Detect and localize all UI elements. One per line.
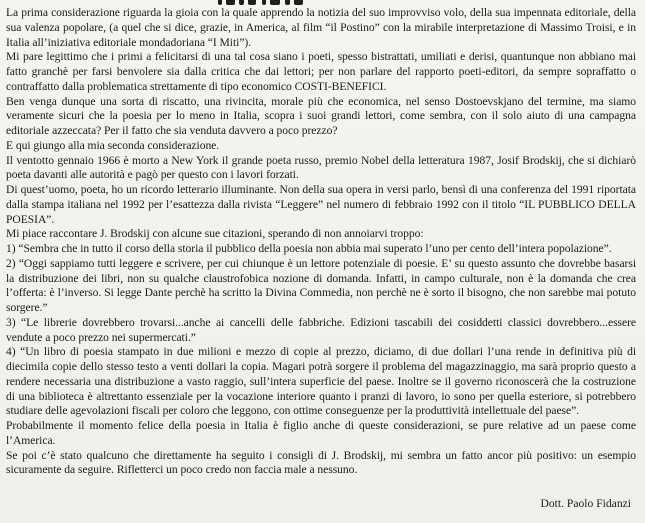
paragraph: Ben venga dunque una sorta di riscatto, una rivincita, morale più che economica, nel senso Dostoevskjano del termine, ma siamo veramente sicuri che la poesia per lo meno in Italia, scopra i suoi grandi lettori, come sembra, con il solo aiuto di una campagna editoriale azzeccata? Per il fatto che sia venduta davvero a poco prezzo?: [6, 94, 636, 137]
paragraph: Se poi c’è stato qualcuno che direttamente ha seguito i consigli di J. Brodskij, mi sembra un fatto ancor più positivo: un esempio sicuramente da seguire. Rifletterci un poco credo non faccia male a nessuno.: [6, 448, 636, 477]
quote-item: 3) “Le librerie dovrebbero trovarsi...anche ai cancelli delle fabbriche. Edizioni tascabili dei cosiddetti classici dovrebbero...essere vendute a poco prezzo nei supermercati.”: [6, 315, 636, 344]
article-body: [6, 6, 636, 478]
quote-item: 4) “Un libro di poesia stampato in due milioni e mezzo di copie al prezzo, diciamo, di due dollari l’una rende in definitiva più di diecimila copie dello stesso testo a venti dollari la copia. Magari potrà sorgere il problema del magazzinaggio, ma sarà proprio questo a rendere necessaria una distribuzione a vasto raggio, sull’intera superficie del paese. Inoltre se il governo riconoscerà che la costruzione di una biblioteca è altrettanto essenziale per la vocazione interiore quanto i pranzi di lavoro, io sono per quella esteriore, si potrebbero studiare delle agevolazioni fiscali per coloro che leggono, con ottime conseguenze per la produttività intellettuale del paese”.: [6, 345, 636, 418]
paragraph: Mi pare legittimo che i primi a felicitarsi di una tal cosa siano i poeti, spesso bistrattati, umiliati e derisi, quantunque non abbiano mai fatto granchè per farsi benvolere sia dalla critica che dai lettori; per non parlare del rapporto poeti-editori, da sempre sopraffatto o contraffatto dalla problematica strettamente di tipo economico COSTI-BENEFICI.: [6, 50, 636, 93]
quote-item: 1) “Sembra che in tutto il corso della storia il pubblico della poesia non abbia mai superato l’uno per cento dell’intera popolazione”.: [6, 242, 612, 255]
paragraph: E qui giungo alla mia seconda considerazione.: [6, 138, 220, 152]
author-signature: Dott. Paolo Fidanzi: [540, 497, 631, 510]
paragraph: Di quest’uomo, poeta, ho un ricordo letterario illuminante. Non della sua opera in versi parlo, bensì di una conferenza del 1991 riportata dalla stampa italiana nel 1992 per l’esattezza dalla rivista “Leggere” nel numero di febbraio 1992 con il titolo “IL PUBBLICO DELLA POESIA”.: [6, 183, 636, 226]
paragraph: Probabilmente il momento felice della poesia in Italia è figlio anche di queste considerazioni, se pure relative ad un paese come l’America.: [6, 419, 636, 447]
paragraph: Mi piace raccontare J. Brodskij con alcune sue citazioni, sperando di non annoiarvi troppo:: [6, 227, 424, 241]
paragraph: Il ventotto gennaio 1966 è morto a New York il grande poeta russo, premio Nobel della letteratura 1987, Josif Brodskij, che si dichiarò poeta davanti alle autorità e pagò per questo con i lavori forzati.: [6, 153, 636, 182]
quote-item: 2) “Oggi sappiamo tutti leggere e scrivere, per cui chiunque è un lettore potenziale di poesie. E’ su questo assunto che dovrebbe basarsi la distribuzione dei libri, non su qualche claustrofobica nozione di domanda. Infatti, in campo culturale, non è la domanda che crea l’offerta: è l’inverso. Si legge Dante perchè ha scritto la Divina Commedia, non perchè ne è sorto il bisogno, che non sarebbe mai potuto sorgere.”: [6, 256, 636, 314]
paragraph: La prima considerazione riguarda la gioia con la quale apprendo la notizia del suo improvviso volo, della sua impennata editoriale, della sua valenza popolare, (a quel che si dice, grazie, in America, al film “il Postino” con la mirabile interpretazione di Massimo Troisi, e in Italia all’iniziativa editoriale mondadoriana “I Miti”).: [6, 6, 636, 49]
